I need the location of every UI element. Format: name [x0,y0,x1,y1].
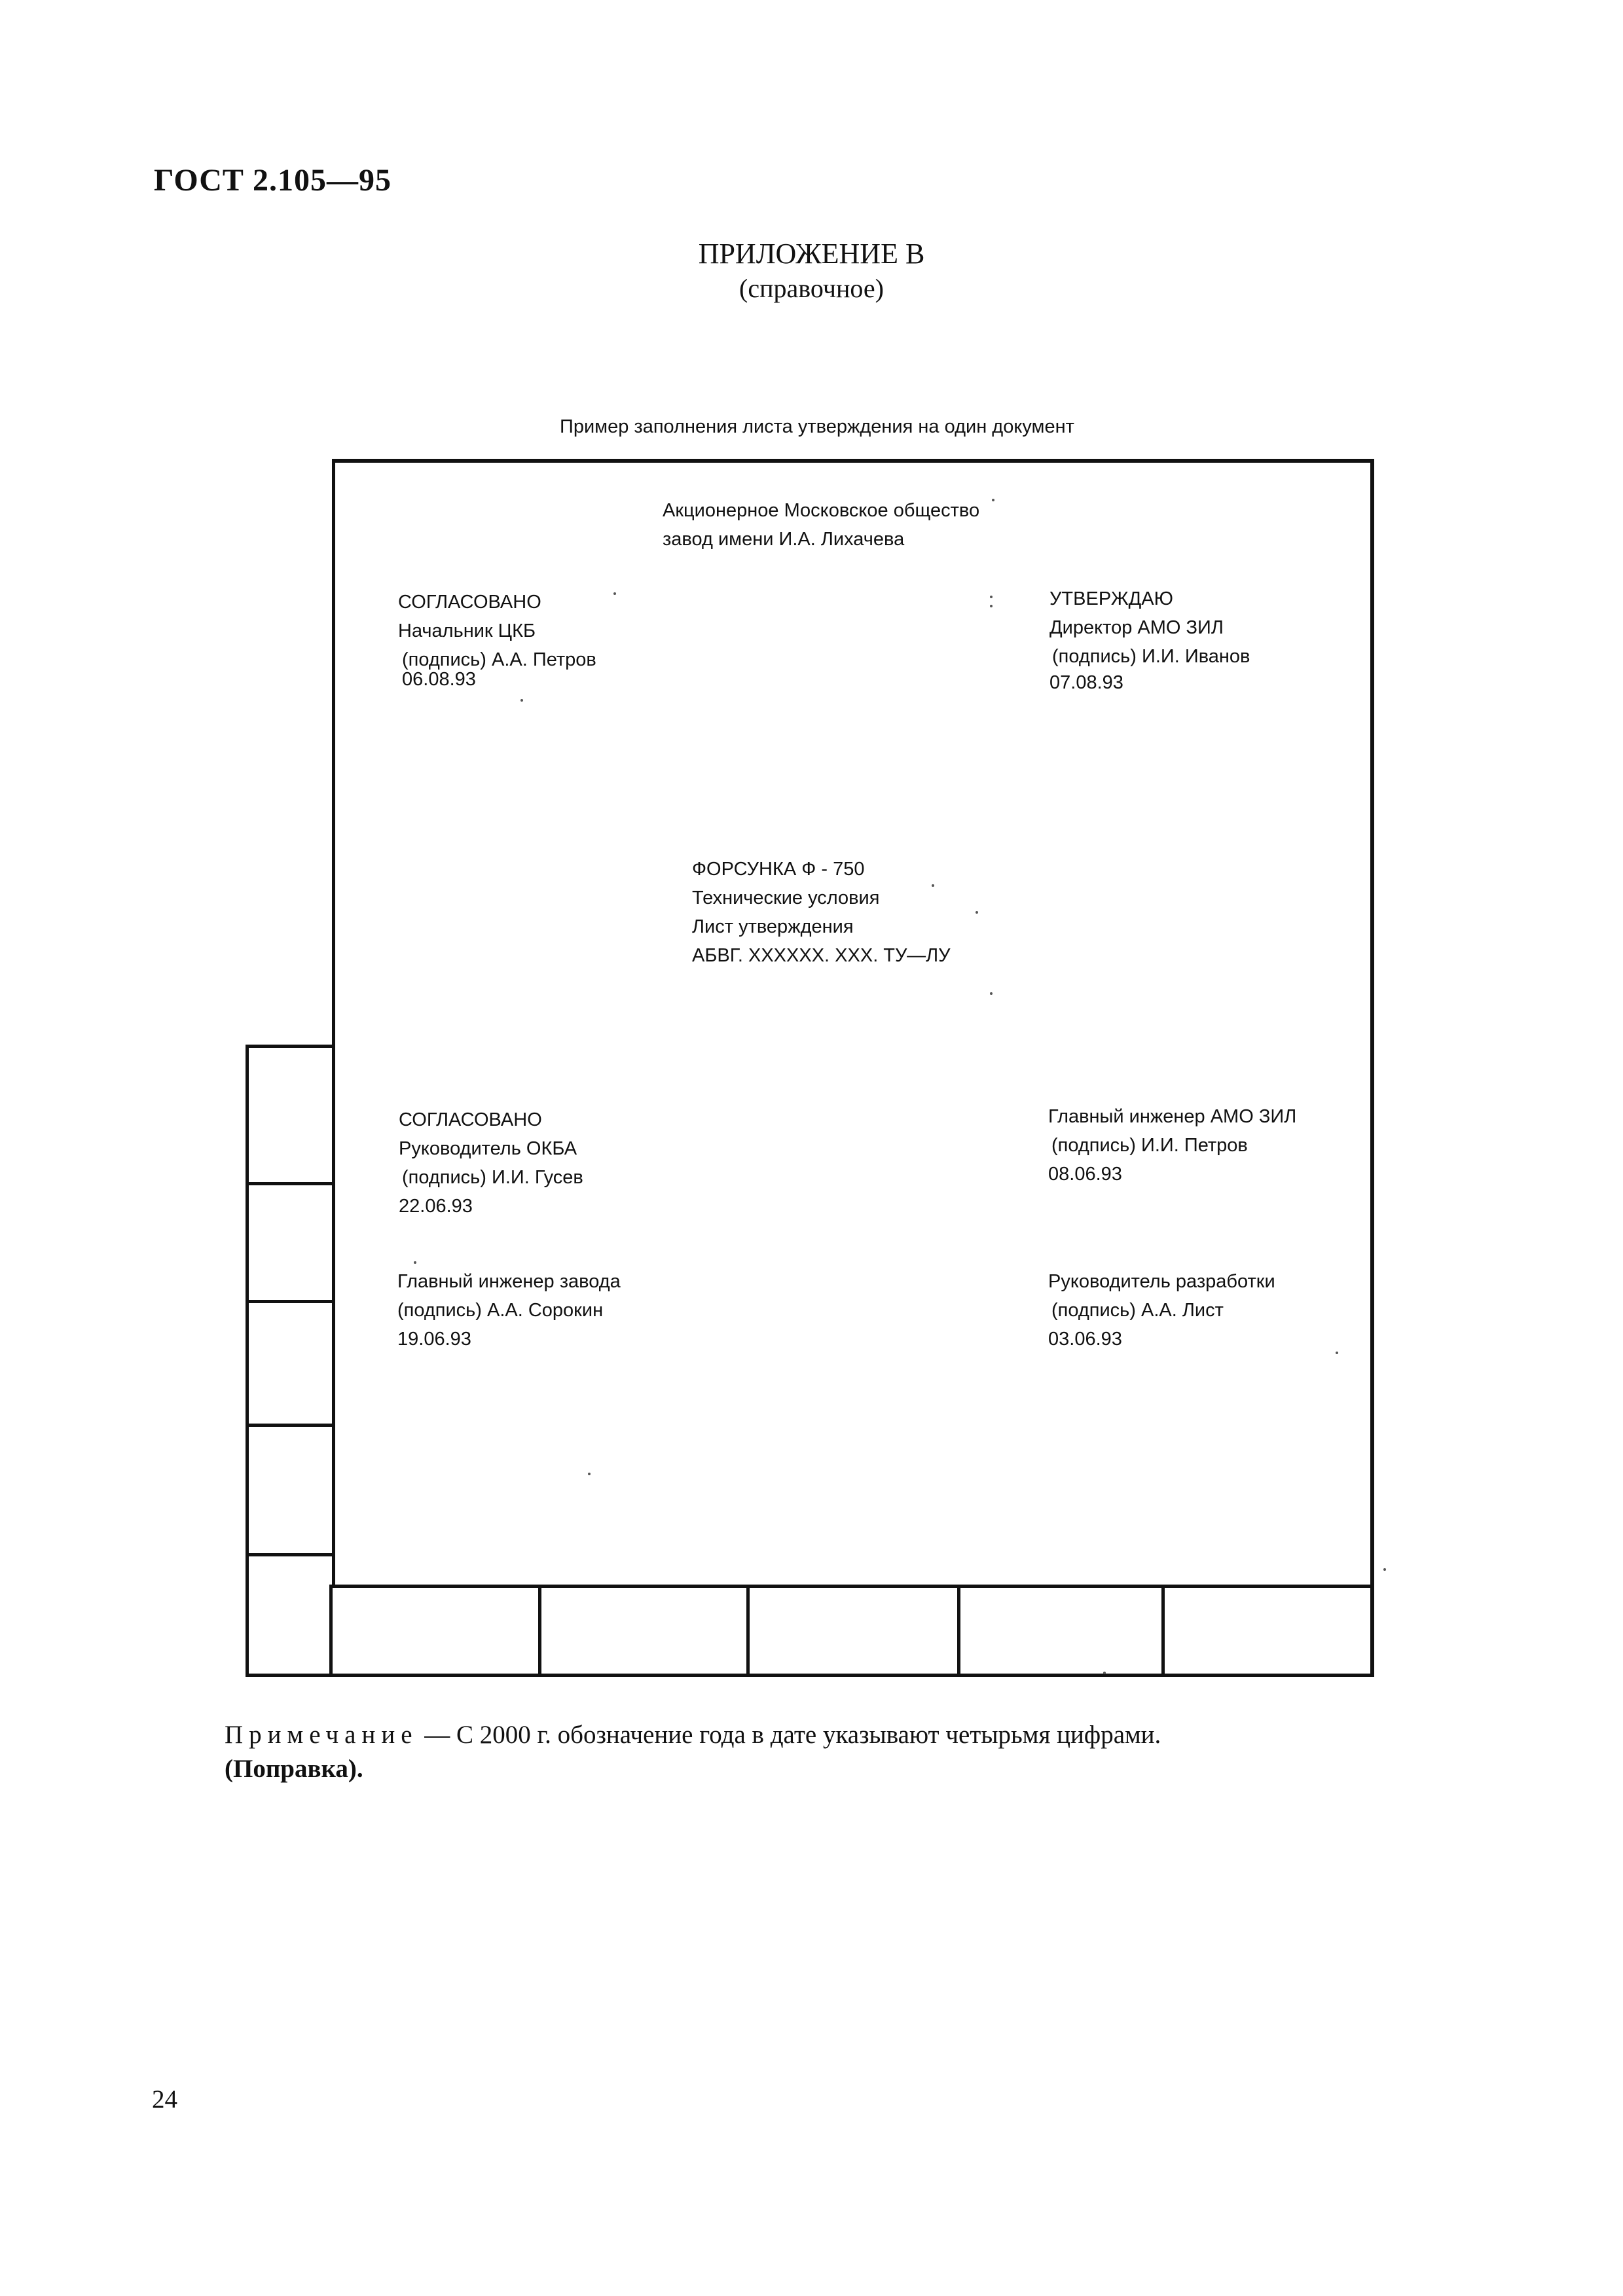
product-designation-block [692,855,951,970]
side-margin-column [246,1045,332,1677]
signature-date: 22.06.93 [399,1196,473,1217]
signatory-position: Руководитель разработки [1048,1271,1275,1292]
bottom-stamp-row [329,1585,1374,1677]
signatory-position: Руководитель ОКБА [399,1138,577,1159]
signatory-position: Главный инженер завода [397,1271,621,1292]
signature-date: 06.08.93 [402,669,476,690]
agreed-heading: СОГЛАСОВАНО [399,1109,542,1130]
product-name: ФОРСУНКА Ф - 750 [692,859,865,880]
note-amendment: (Поправка). [225,1755,363,1783]
appendix-title: ПРИЛОЖЕНИЕ В [698,238,925,270]
scan-speck [414,1261,416,1264]
signatory-signature: (подпись) А.А. Петров [402,649,596,670]
bottom-cell-divider [957,1585,960,1677]
scan-speck [1103,1672,1106,1674]
bottom-cell-divider [1161,1585,1165,1677]
sheet-type: Лист утверждения [692,916,854,937]
agreed-heading: СОГЛАСОВАНО [398,592,541,613]
agreed-block-okba [399,1105,583,1221]
side-cell-divider [246,1424,332,1427]
organization-line: завод имени И.А. Лихачева [663,529,905,550]
agreed-block-cdb [398,588,596,694]
bottom-cell-divider [746,1585,750,1677]
scan-speck [990,992,993,995]
signature-date: 19.06.93 [397,1329,471,1350]
scan-speck [520,699,523,702]
document-designation: АБВГ. XXXXXX. XXX. ТУ—ЛУ [692,945,951,966]
scan-speck [588,1473,591,1475]
signatory-position: Начальник ЦКБ [398,620,536,641]
scan-speck [976,911,978,914]
organization-block [663,496,979,554]
signature-date: 07.08.93 [1049,672,1123,693]
approved-heading: УТВЕРЖДАЮ [1049,588,1173,609]
signatory-position: Директор АМО ЗИЛ [1049,617,1224,638]
note-text: — С 2000 г. обозначение года в дате указывают четырьмя цифрами. [424,1721,1161,1749]
bottom-cell-divider [538,1585,541,1677]
scan-speck [1383,1568,1386,1571]
appendix-kind: (справочное) [739,274,884,303]
plant-engineer-block [397,1267,621,1354]
signatory-signature: (подпись) И.И. Петров [1051,1135,1248,1156]
note [225,1720,1161,1749]
scan-speck [990,605,993,607]
signatory-signature: (подпись) И.И. Гусев [402,1167,583,1188]
scan-speck [1336,1352,1338,1354]
document-type: Технические условия [692,888,880,908]
signatory-signature: (подпись) А.А. Сорокин [397,1300,604,1321]
signatory-position: Главный инженер АМО ЗИЛ [1048,1106,1297,1127]
approved-block-director [1049,584,1250,697]
side-cell-divider [246,1300,332,1303]
side-cell-divider [246,1553,332,1556]
note-label: Примечание [225,1721,418,1749]
signature-date: 03.06.93 [1048,1329,1122,1350]
scan-speck [990,596,993,598]
side-cell-divider [246,1182,332,1185]
scan-speck [992,499,994,501]
document-code: ГОСТ 2.105—95 [154,163,392,198]
chief-engineer-block [1048,1102,1296,1189]
scan-speck [613,592,616,595]
figure-caption: Пример заполнения листа утверждения на один документ [560,416,1074,437]
page-number: 24 [152,2085,177,2113]
scan-speck [932,884,934,887]
signature-date: 08.06.93 [1048,1164,1122,1185]
organization-line: Акционерное Московское общество [663,500,980,521]
signatory-signature: (подпись) И.И. Иванов [1052,646,1250,667]
dev-lead-block [1048,1267,1275,1354]
signatory-signature: (подпись) А.А. Лист [1051,1300,1224,1321]
